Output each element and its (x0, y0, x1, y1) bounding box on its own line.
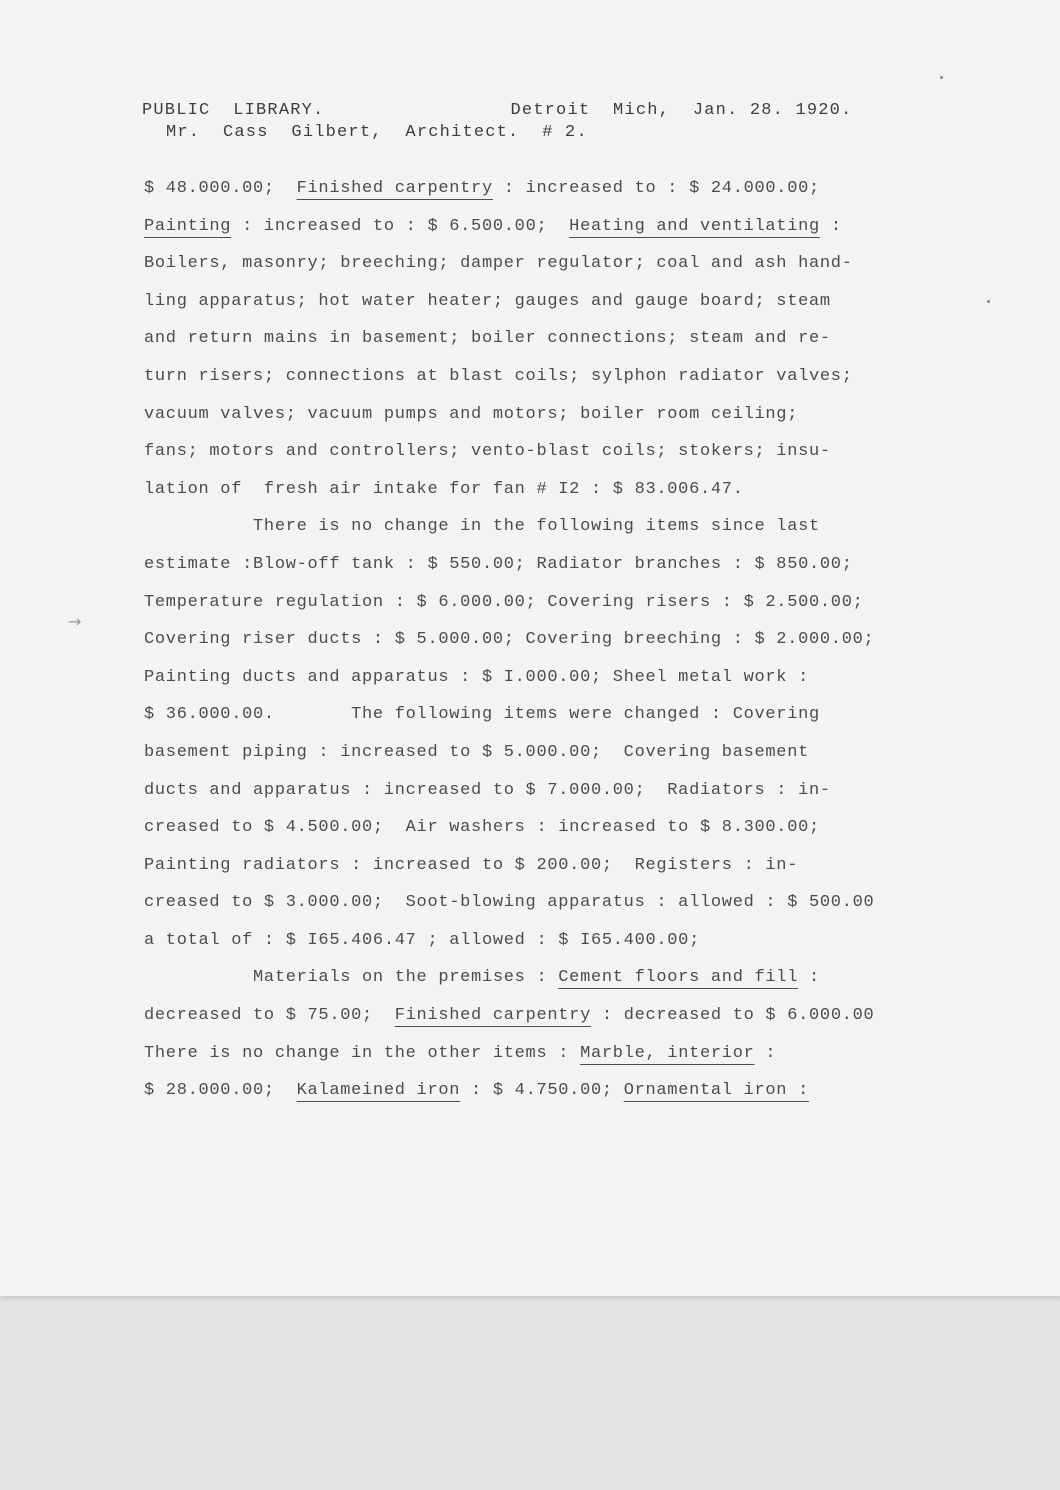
underlined-item: Finished carpentry (394, 1006, 591, 1026)
line-text: vacuum valves; vacuum pumps and motors; boiler room ceiling; (144, 404, 799, 424)
body-line (144, 283, 944, 321)
underlined-item: Painting (144, 216, 232, 236)
body-line (144, 471, 944, 509)
line-text: : (819, 216, 842, 236)
underlined-item: Ornamental iron : (623, 1081, 810, 1101)
body-line (144, 208, 944, 246)
paper-speck (987, 300, 990, 303)
line-text: : (754, 1043, 777, 1063)
line-text: creased to $ 3.000.00; Soot-blowing apparatus : allowed : $ 500.00 (144, 893, 875, 913)
line-text: lation of fresh air intake for fan # I2 : $ 83.006.47. (144, 479, 744, 499)
line-text: and return mains in basement; boiler connections; steam and re- (144, 329, 831, 349)
line-text: : increased to : $ 6.500.00; (231, 216, 570, 236)
line-text: ling apparatus; hot water heater; gauges and gauge board; steam (144, 291, 831, 311)
line-text: fans; motors and controllers; vento-blast coils; stokers; insu- (144, 442, 831, 462)
line-text: : decreased to $ 6.000.00 (590, 1006, 875, 1026)
underlined-item: Marble, interior (580, 1043, 755, 1063)
body-line (144, 546, 944, 584)
body-line (144, 621, 944, 659)
line-text: $ 28.000.00; (144, 1081, 297, 1101)
body-line (144, 508, 944, 546)
body-line (144, 396, 944, 434)
line-text: decreased to $ 75.00; (144, 1006, 395, 1026)
body-line (144, 584, 944, 622)
heading-place-date: Detroit Mich, Jan. 28. 1920. (510, 101, 853, 120)
line-text: Painting radiators : increased to $ 200.00; Registers : in- (144, 855, 799, 875)
line-text: a total of : $ I65.406.47 ; allowed : $ I65.400.00; (144, 930, 700, 950)
underlined-item: Heating and ventilating (569, 216, 820, 236)
body-line (144, 320, 944, 358)
body-line (144, 772, 944, 810)
body-line (144, 358, 944, 396)
body-line (144, 922, 944, 960)
line-text: estimate :Blow-off tank : $ 550.00; Radiator branches : $ 850.00; (144, 554, 853, 574)
line-text: turn risers; connections at blast coils; sylphon radiator valves; (144, 366, 853, 386)
body-line (144, 1072, 944, 1110)
line-text: There is no change in the following items since last (144, 517, 820, 537)
body-line (144, 1035, 944, 1073)
heading-addressee: Mr. Cass Gilbert, Architect. # 2. (166, 123, 588, 142)
body-line (144, 170, 944, 208)
letter-heading (142, 100, 853, 144)
margin-mark: → (68, 612, 82, 631)
letter-body (144, 170, 944, 1110)
line-text: Painting ducts and apparatus : $ I.000.00; Sheel metal work : (144, 667, 810, 687)
body-line (144, 433, 944, 471)
line-text: Covering riser ducts : $ 5.000.00; Covering breeching : $ 2.000.00; (144, 630, 875, 650)
heading-library: PUBLIC LIBRARY. (142, 101, 325, 120)
line-text: Temperature regulation : $ 6.000.00; Covering risers : $ 2.500.00; (144, 592, 864, 612)
body-line (144, 997, 944, 1035)
line-text: There is no change in the other items : (144, 1043, 581, 1063)
line-text: : $ 4.750.00; (460, 1081, 624, 1101)
body-line (144, 245, 944, 283)
underlined-item: Cement floors and fill (558, 968, 799, 988)
body-line (144, 959, 944, 997)
line-text: Materials on the premises : (144, 968, 559, 988)
line-text: : (798, 968, 820, 988)
line-text: ducts and apparatus : increased to $ 7.000.00; Radiators : in- (144, 780, 831, 800)
body-line (144, 884, 944, 922)
underlined-item: Finished carpentry (296, 179, 493, 198)
line-text: $ 36.000.00. The following items were changed : Covering (144, 705, 820, 725)
line-text: creased to $ 4.500.00; Air washers : increased to $ 8.300.00; (144, 818, 820, 838)
body-line (144, 809, 944, 847)
line-text: basement piping : increased to $ 5.000.00; Covering basement (144, 742, 810, 762)
body-line (144, 734, 944, 772)
underlined-item: Kalameined iron (296, 1081, 461, 1101)
line-text: : increased to : $ 24.000.00; (492, 179, 820, 198)
body-line (144, 696, 944, 734)
body-line (144, 659, 944, 697)
line-text: Boilers, masonry; breeching; damper regulator; coal and ash hand- (144, 254, 853, 274)
body-line (144, 847, 944, 885)
paper-speck (940, 76, 943, 79)
line-text: $ 48.000.00; (144, 179, 297, 198)
